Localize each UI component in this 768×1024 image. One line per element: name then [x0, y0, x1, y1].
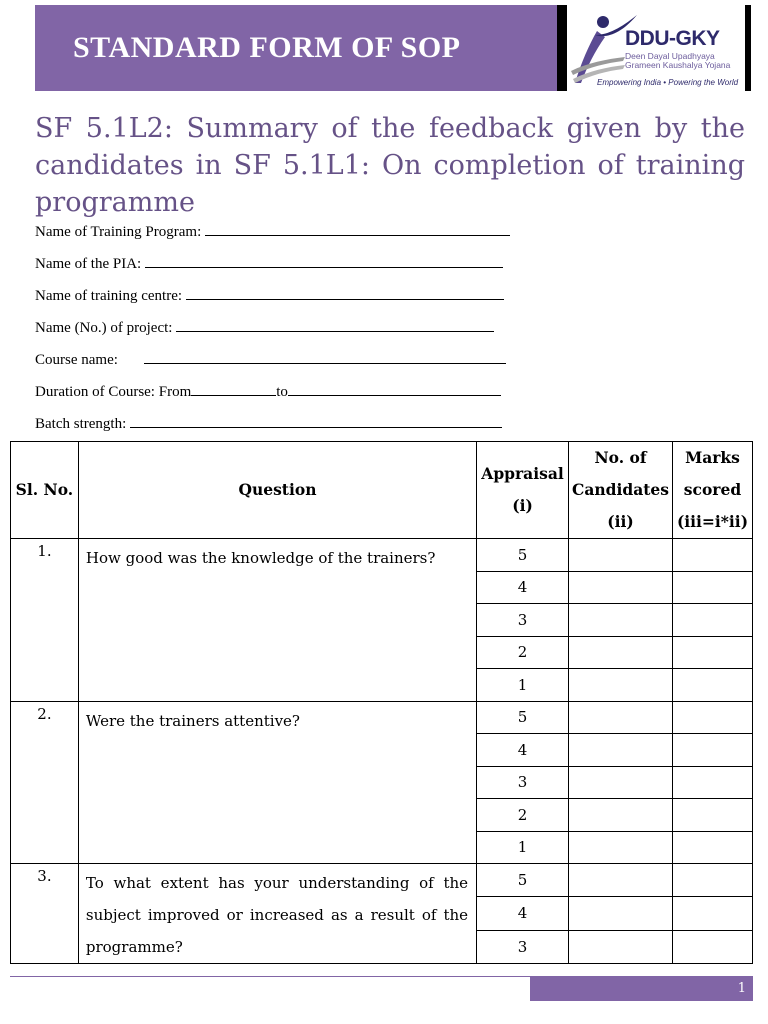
appraisal-value: 4 [477, 734, 569, 767]
field-course-name [35, 349, 506, 369]
marks-cell[interactable] [672, 636, 752, 669]
fill-in-line[interactable] [176, 317, 494, 332]
fill-in-line-from[interactable] [191, 381, 276, 396]
candidates-cell[interactable] [569, 604, 673, 637]
header-question: Question [78, 442, 476, 539]
header-divider [557, 5, 567, 91]
marks-cell[interactable] [672, 766, 752, 799]
field-label: Duration of Course: From [35, 384, 192, 400]
marks-cell[interactable] [672, 930, 752, 963]
appraisal-value: 5 [477, 539, 569, 572]
serial-number: 2. [11, 701, 79, 864]
fill-in-line-to[interactable] [288, 381, 501, 396]
field-duration [35, 381, 501, 401]
appraisal-value: 2 [477, 636, 569, 669]
candidates-cell[interactable] [569, 897, 673, 930]
serial-number: 1. [11, 539, 79, 702]
fill-in-line[interactable] [145, 253, 503, 268]
field-label: Batch strength: [35, 416, 127, 432]
logo-tagline: Empowering India • Powering the World [597, 78, 739, 87]
candidates-cell[interactable] [569, 734, 673, 767]
marks-cell[interactable] [672, 539, 752, 572]
marks-cell[interactable] [672, 701, 752, 734]
fill-in-line[interactable] [130, 413, 502, 428]
candidates-cell[interactable] [569, 539, 673, 572]
appraisal-value: 4 [477, 897, 569, 930]
header-banner [35, 5, 557, 91]
field-label: Name (No.) of project: [35, 320, 173, 336]
appraisal-value: 2 [477, 799, 569, 832]
marks-cell[interactable] [672, 831, 752, 864]
field-project [35, 317, 494, 337]
table-row [11, 864, 753, 897]
table-header-row [11, 442, 753, 539]
marks-cell[interactable] [672, 799, 752, 832]
candidates-cell[interactable] [569, 701, 673, 734]
field-pia [35, 253, 503, 273]
appraisal-value: 1 [477, 831, 569, 864]
header-sl-no: Sl. No. [11, 442, 79, 539]
marks-cell[interactable] [672, 897, 752, 930]
logo-subtitle-line-1: Deen Dayal Upadhyaya [625, 51, 715, 61]
fill-in-line[interactable] [205, 221, 510, 236]
candidates-cell[interactable] [569, 571, 673, 604]
field-training-centre [35, 285, 504, 305]
question-text: Were the trainers attentive? [78, 701, 476, 864]
candidates-cell[interactable] [569, 831, 673, 864]
footer-page-box [530, 977, 753, 1001]
field-batch-strength [35, 413, 502, 433]
marks-cell[interactable] [672, 864, 752, 897]
marks-cell[interactable] [672, 669, 752, 702]
logo-subtitle-line-2: Grameen Kaushalya Yojana [625, 60, 731, 70]
candidates-cell[interactable] [569, 799, 673, 832]
candidates-cell[interactable] [569, 669, 673, 702]
appraisal-value: 1 [477, 669, 569, 702]
marks-cell[interactable] [672, 604, 752, 637]
logo-name: DDU-GKY [625, 27, 720, 50]
table-row [11, 539, 753, 572]
serial-number: 3. [11, 864, 79, 964]
candidates-cell[interactable] [569, 636, 673, 669]
appraisal-value: 3 [477, 604, 569, 637]
document-title: SF 5.1L2: Summary of the feedback given by the candidates in SF 5.1L1: On completion of training programme [35, 113, 745, 218]
table-row [11, 701, 753, 734]
candidates-cell[interactable] [569, 864, 673, 897]
header-appraisal: Appraisal (i) [477, 442, 569, 539]
appraisal-value: 5 [477, 701, 569, 734]
appraisal-value: 4 [477, 571, 569, 604]
candidates-cell[interactable] [569, 930, 673, 963]
appraisal-value: 5 [477, 864, 569, 897]
feedback-table [10, 441, 753, 964]
page-number: 1 [737, 981, 746, 996]
header-candidates: No. of Candidates (ii) [569, 442, 673, 539]
marks-cell[interactable] [672, 571, 752, 604]
field-label: Name of training centre: [35, 288, 183, 304]
field-training-program [35, 221, 510, 241]
header-title: STANDARD FORM OF SOP [73, 31, 461, 64]
fill-in-line[interactable] [144, 349, 506, 364]
field-label: Course name: [35, 352, 118, 368]
question-text: How good was the knowledge of the trainers? [78, 539, 476, 702]
question-text: To what extent has your understanding of the subject improved or increased as a result of the programme? [78, 864, 476, 964]
field-label: Name of the PIA: [35, 256, 142, 272]
fill-in-line[interactable] [186, 285, 504, 300]
header-marks: Marks scored (iii=i*ii) [672, 442, 752, 539]
logo-subtitle [625, 52, 730, 70]
marks-cell[interactable] [672, 734, 752, 767]
ddu-gky-logo [567, 5, 751, 91]
field-label: Name of Training Program: [35, 224, 202, 240]
field-label-to: to [276, 384, 288, 400]
appraisal-value: 3 [477, 766, 569, 799]
candidates-cell[interactable] [569, 766, 673, 799]
appraisal-value: 3 [477, 930, 569, 963]
